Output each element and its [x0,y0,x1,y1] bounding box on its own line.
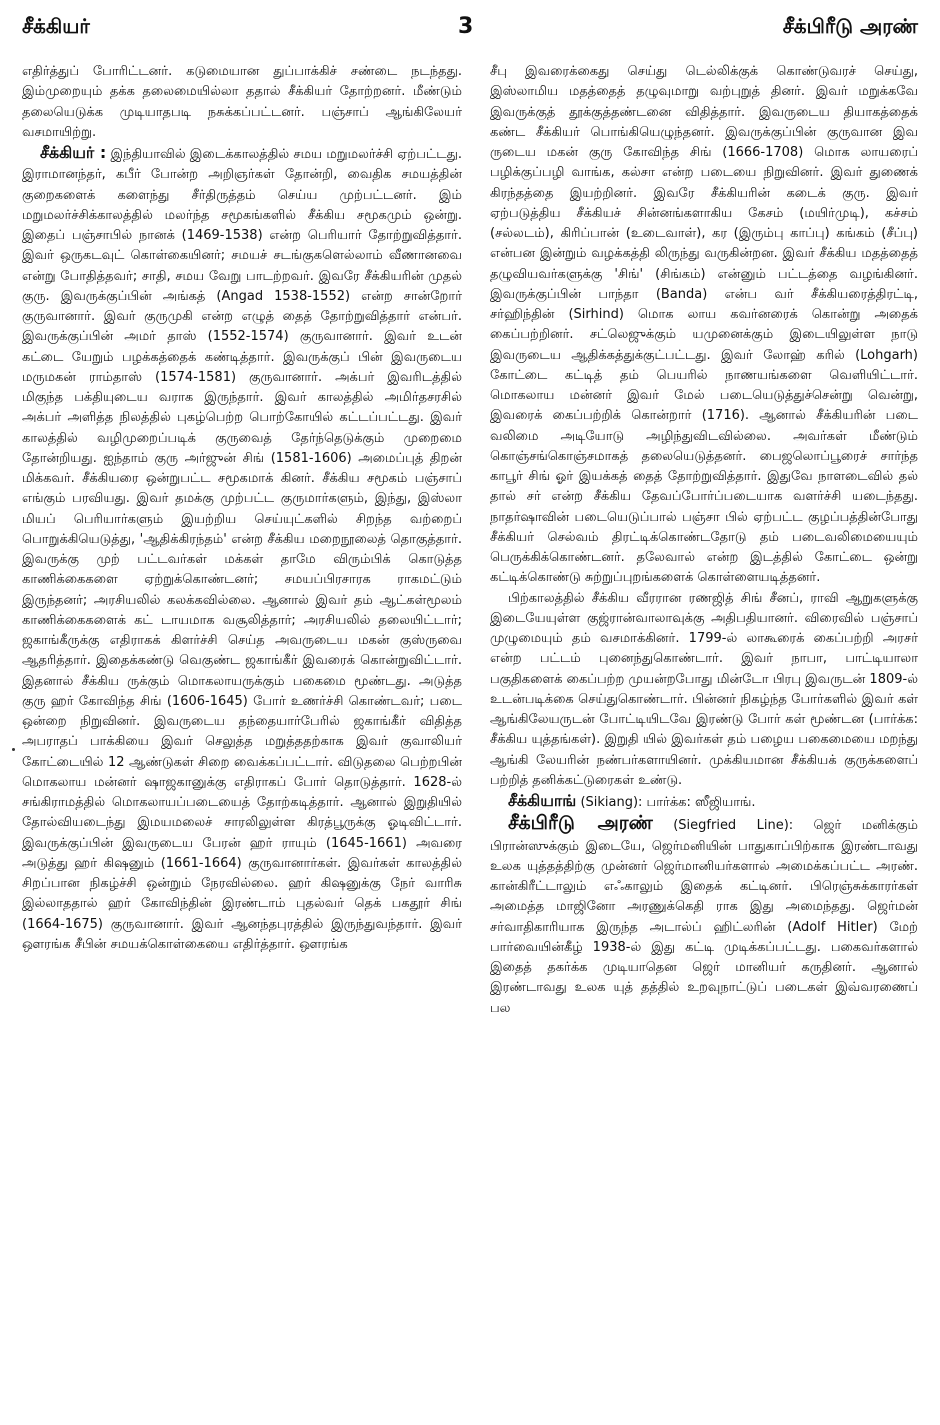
entry-headword: சீக்கியர் : [40,143,107,162]
paragraph-ranjit-singh: பிற்காலத்தில் சீக்கிய வீரரான ரணஜித் சிங் சீனப், ராவி ஆறுகளுக்கு இடையேயுள்ள குஜ்ரான்வாலாவுக்கு அதிபதியானர். விரைவில் பஞ்சாப் முழுமையும் தம் வசமாக்கினர். 1799-ல் லாகூரைக் கைப்பற்றி அரசர் என்ற பட்டம் புனைந்துகொண்டார். இவர் நாபா, பாட்டியாலா பகுதிகளைக் கைப்பற்ற முயன்றபோது மின்டோ பிரபு இவருடன் 1809-ல் உடன்படிக்கை செய்துகொண்டார். பின்னர் நிகழ்ந்த போர்களில் இவர் கள் ஆங்கிலேயருடன் போட்டியிடவே இரண்டு போர் கள் மூண்டன (பார்க்க: சீக்கிய யுத்தங்கள்). இறுதி யில் இவர்கள் தம் பழைய பகைமையை மறந்து ஆங்கி லேயரின் நண்பர்களாயினர். முக்கியமான சீக்கியக் குருக்களைப் பற்றித் தனிக்கட்டுரைகள் உண்டு. [490,590,918,788]
entry-body: இந்தியாவில் இடைக்காலத்தில் சமய மறுமலர்ச்சி ஏற்பட்டது. இராமானந்தர், கபீர் போன்ற அறிஞர்கள் தோன்றி, வைதிக சமயத்தின் குறைகளைக் களைந்து சீர்திருத்தம் செய்ய முற்பட்டனர். இம் மறுமலர்ச்சிக்காலத்தில் மலர்ந்த சமூகங்களில் சீக்கிய சமூகமும் ஒன்று. இதைப் பஞ்சாபில் நானக் (1469-1538) என்ற பெரியார் தோற்றுவித்தார். இவர் ஒருகடவுட் கொள்கையினர்; சமயச் சடங்குகளெல்லாம் வீணானவை என்று போதித்தவர்; சாதி, சமய வேறு பாடற்றவர். இவரே சீக்கியரின் முதல் குரு. இவருக்குப்பின் அங்கத் (Angad 1538-1552) என்ற சான்றோர் குருவானார். இவர் குருமுகி என்ற எழுத் தைத் தோற்றுவித்தார் என்பர். இவருக்குப்பின் அமர் தாஸ் (1552-1574) குருவானார். இவர் உடன் கட்டை யேறும் பழக்கத்தைக் கண்டித்தார். இவருக்குப் பின் இவருடைய மருமகன் ராம்தாஸ் (1574-1581) குருவானார். அக்பர் இவரிடத்தில் மிகுந்த பக்தியுடைய வராக இருந்தார். இவர் காலத்தில் அமிர்தசரசில் அக்பர் அளித்த நிலத்தில் புகழ்பெற்ற பொற்கோயில் கட்டப்பட்டது. இவர் காலத்தில் வழிமுறைப்படிக் குருவைத் தேர்ந்தெடுக்கும் முறைமை தோன்றியது. ஐந்தாம் குரு அர்ஜுன் சிங் (1581-1606) அமைப்புத் திறன் மிக்கவர். சீக்கியரை ஒன்றுபட்ட சமூகமாக் கினர். சீக்கிய சமூகம் பஞ்சாப் எங்கும் பரவியது. இவர் தமக்கு முற்பட்ட குருமார்களும், இந்து, இஸ்லா மியப் பெரியார்களும் இயற்றிய செய்யுட்களில் சிறந்த வற்றைப் பொறுக்கியெடுத்து, 'ஆதிக்கிரந்தம்' என்ற சீக்கிய மறைநூலைத் தொகுத்தார். இவருக்கு முற் பட்டவர்கள் மக்கள் தாமே விரும்பிக் கொடுத்த காணிக்கைகளை ஏற்றுக்கொண்டனர்; சமயப்பிரசாரக ராகமட்டும் இருந்தனர்; அரசியலில் கலக்கவில்லை. ஆனால் இவர் தம் ஆட்கள்மூலம் காணிக்கைகளைக் கட் டாயமாக வசூலித்தார்; அரசியலில் தலையிட்டார்; ஜகாங்கீருக்கு எதிராகக் கிளர்ச்சி செய்த அவருடைய மகன் குஸ்ருவை ஆதரித்தார். இதைக்கண்டு வெகுண்ட ஜகாங்கீர் இவரைக் கொன்றுவிட்டார். இதனால் சீக்கிய ருக்கும் மொகலாயருக்கும் பகைமை மூண்டது. அடுத்த குரு ஹர் கோவிந்த சிங் (1606-1645) போர் உணர்ச்சி கொண்டவர்; படை ஒன்றை நிறுவினர். இவருடைய தந்தையார்பேரில் ஜகாங்கீர் விதித்த அபராதப் பாக்கியை இவர் செலுத்த மறுத்ததற்காக இவர் குவாலியர் கோட்டையில் 12 ஆண்டுகள் சிறை வைக்கப்பட்டார். விடுதலை பெற்றபின் மொகலாய மன்னர் ஷாஜகானுக்கு எதிராகப் போர் தொடுத்தார். 1628-ல் சங்கிராமத்தில் மொகலாயப்படையைத் தோற்கடித்தார். ஆனால் இறுதியில் தோல்வியடைந்து இமயமலைச் சாரலிலுள்ள கிரத்பூருக்கு ஓடிவிட்டார். இவருக்குப்பின் இவருடைய பேரன் ஹர் ராயும் (1645-1661) அவரை அடுத்து ஹர் கிஷனும் (1661-1664) குருவானார்கள். இவர்கள் காலத்தில் சிறப்பான நிகழ்ச்சி ஒன்றும் நேரவில்லை. ஹர் கிஷனுக்கு நேர் வாரிசு இல்லாததால் ஹர் கோவிந்தின் இரண்டாம் புதல்வர் தெக் பகதூர் சிங் (1664-1675) குருவானார். இவர் ஆனந்தபுரத்தில் இருந்துவந்தார். இவர் ஔரங்க சீபின் சமயக்கொள்கையை எதிர்த்தார். ஔரங்க [22,147,462,952]
right-column [490,62,918,1412]
left-column [22,62,462,1412]
entry-body: (Siegfried Line): ஜெர் மனிக்கும் பிரான்ஸுக்கும் இடையே, ஜெர்மனியின் பாதுகாப்பிற்காக இரண்டாவது உலக யுத்தத்திற்கு முன்னர் ஜெர்மானியர்களால் அமைக்கப்பட்ட அரண். கான்கிரீட்டாலும் எஃகாலும் இதைக் கட்டினர். பிரெஞ்சுக்காரர்கள் அமைத்த மாஜினோ அரணுக்கெதி ராக இது அமைந்தது. ஜெர்மன் சர்வாதிகாரியாக இருந்த அடால்ப் ஹிட்லரின் (Adolf Hitler) மேற் பார்வையின்கீழ் 1938-ல் இது கட்டி முடிக்கப்பட்டது. பகைவர்களால் இதைத் தகர்க்க முடியாதென ஜெர் மானியர் கருதினர். ஆனால் இரண்டாவது உலக யுத் தத்தில் உறவுநாட்டுப் படைகள் இவ்வரணைப் பல [490,818,918,1016]
running-head-left: சீக்கியர் [22,14,90,38]
entry-headword: சீக்கியாங் [508,791,577,810]
margin-mark [12,748,15,751]
entry-siegfried-line [490,813,918,1019]
entry-sikkiyar [22,143,462,955]
running-head-right: சீக்பிரீடு அரண் [782,14,918,38]
paragraph-continuation: சீபு இவரைக்கைது செய்து டெல்லிக்குக் கொண்டுவரச் செய்து, இஸ்லாமிய மதத்தைத் தழுவுமாறு வற்புறுத் தினர். இவர் மறுக்கவே இவருக்குத் தூக்குத்தண்டனை விதித்தார். இவருடைய தியாகத்தைக் கண்ட சீக்கியர் பொங்கியெழுந்தனர். இவருக்குப்பின் குருவான இவ ருடைய மகன் குரு கோவிந்த சிங் (1666-1708) மொக லாயரைப் பழிக்குப்பழி வாங்க, கல்சா என்ற படையை நிறுவினர். இவர் துணைக் கிரந்தத்தை இயற்றினர். இவரே சீக்கியரின் கடைக் குரு. இவர் ஏற்படுத்திய சீக்கியச் சின்னங்களாகிய கேசம் (மயிர்முடி), கச்சம் (சல்லடம்), கிரிப்பான் (உடைவாள்), கர (இரும்பு காப்பு) கங்கம் (சீப்பு) என்பன இன்றும் வழக்கத்தி லிருந்து வருகின்றன. இவர் சீக்கிய மதத்தைத் தழுவியவர்களுக்கு 'சிங்' (சிங்கம்) என்னும் பட்டத்தை வழங்கினர். இவருக்குப்பின் பாந்தா (Banda) என்ப வர் சீக்கியரைத்திரட்டி, சர்ஹிந்தின் (Sirhind) மொக லாய கவர்னரைக் கொன்று அதைக் கைப்பற்றினர். சட்லெஜுக்கும் யமுனைக்கும் இடையிலுள்ள நாடு இவருடைய ஆதிக்கத்துக்குட்பட்டது. இவர் லோஹ் கரில் (Lohgarh) கோட்டை கட்டித் தம் பெயரில் நாணயங்களை வெளியிட்டார். மொகலாய மன்னர் இவர் மேல் படையெடுத்துச்சென்று வென்று, இவரைக் கைப்பற்றிக் கொன்றார் (1716). ஆனால் சீக்கியரின் படை வலிமை அடியோடு அழிந்துவிடவில்லை. அவர்கள் மீண்டும் கொஞ்சங்கொஞ்சமாகத் தலையெடுத்தனர். பைஜலொப்பூரைச் சார்ந்த காபூர் சிங் ஓர் இயக்கத் தைத் தோற்றுவித்தார். இதுவே நாளடைவில் தல் தால் சர் என்ற சீக்கிய தேவப்போர்ப்படையாக வளர்ச்சி யடைந்தது. நாதர்ஷாவின் படையெடுப்பால் பஞ்சா பில் ஏற்பட்ட குழப்பத்தின்போது சீக்கியர் செல்வம் திரட்டிக்கொண்டதோடு தம் படைவலிமையையும் பெருக்கிக்கொண்டனர். தலேவால் என்ற இடத்தில் கோட்டை ஒன்று கட்டிக்கொண்டு சுற்றுப்புறங்களைக் கொள்ளையடித்தனர். [490,64,918,586]
page-number: 3 [458,14,474,39]
entry-body: (Sikiang): பார்க்க: ஸீஜியாங். [580,795,756,810]
paragraph-continuation: எதிர்த்துப் போரிட்டனர். கடுமையான துப்பாக்கிச் சண்டை நடந்தது. இம்முறையும் தக்க தலைமையில்லா ததால் சீக்கியர் தோற்றனர். மீண்டும் தலையெடுக்க முடியாதபடி நசுக்கப்பட்டனர். பஞ்சாப் ஆங்கிலேயர் வசமாயிற்று. [22,64,462,140]
entry-headword: சீக்பிரீடு அரண் [508,812,653,835]
page-header [0,0,940,58]
entry-sikiang [490,791,918,813]
